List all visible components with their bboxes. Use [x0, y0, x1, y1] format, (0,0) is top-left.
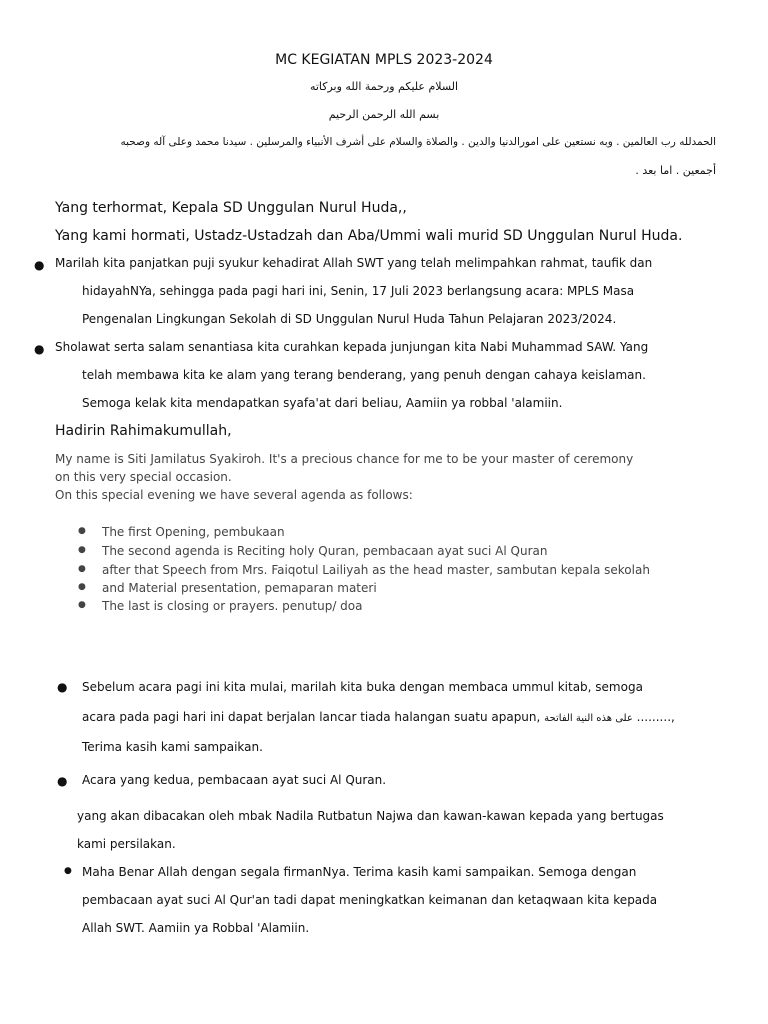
bullet1-line2: hidayahNYa, sehingga pada pagi hari ini, Senin, 17 Juli 2023 berlangsung acara: MPLS Masa [82, 284, 635, 298]
english-intro-line3: On this special evening we have several agenda as follows: [55, 488, 413, 502]
reader-line2: kami persilakan. [77, 837, 176, 851]
bullet5-line2: pembacaan ayat suci Al Qur'an tadi dapat meningkatkan keimanan dan ketaqwaan kita kepada [82, 893, 658, 907]
bullet-dot: ● [57, 774, 68, 788]
bullet1-line1: Marilah kita panjatkan puji syukur kehadirat Allah SWT yang telah melimpahkan rahmat, taufik dan [55, 256, 653, 270]
greeting-line-2: Yang kami hormati, Ustadz-Ustadzah dan Aba/Ummi wali murid SD Unggulan Nurul Huda. [55, 228, 683, 244]
hadirin-heading: Hadirin Rahimakumullah, [55, 423, 232, 439]
bullet3-line2-tail: ........., [636, 710, 675, 724]
bullet5-line3: Allah SWT. Aamiin ya Robbal 'Alamiin. [82, 921, 310, 935]
bullet-dot: ● [34, 342, 45, 356]
agenda-bullet-dot: ● [78, 564, 86, 574]
agenda-item: after that Speech from Mrs. Faiqotul Lailiyah as the head master, sambutan kepala sekolah [102, 563, 650, 577]
english-intro-line2: on this very special occasion. [55, 470, 232, 484]
bullet3-line2-arabic: على هذه النية الفاتحة [544, 713, 633, 724]
bullet2-line1: Sholawat serta salam senantiasa kita curahkan kepada junjungan kita Nabi Muhammad SAW. Yang [55, 340, 649, 354]
bullet3-line1: Sebelum acara pagi ini kita mulai, marilah kita buka dengan membaca ummul kitab, semoga [82, 680, 643, 694]
agenda-bullet-dot: ● [78, 582, 86, 592]
bullet1-line3: Pengenalan Lingkungan Sekolah di SD Unggulan Nurul Huda Tahun Pelajaran 2023/2024. [82, 312, 617, 326]
arabic-salam: السلام عليكم ورحمة الله وبركاته [309, 80, 459, 93]
agenda-item: The second agenda is Reciting holy Quran, pembacaan ayat suci Al Quran [102, 544, 548, 558]
bullet3-line2 [82, 710, 675, 724]
bullet2-line2: telah membawa kita ke alam yang terang benderang, yang penuh dengan cahaya keislaman. [82, 368, 646, 382]
bullet4-line1: Acara yang kedua, pembacaan ayat suci Al Quran. [82, 773, 387, 787]
bullet3-line3: Terima kasih kami sampaikan. [82, 740, 263, 754]
arabic-hamdalah-line2: أجمعين . اما بعد . [635, 164, 716, 177]
agenda-bullet-dot: ● [78, 526, 86, 536]
reader-line1: yang akan dibacakan oleh mbak Nadila Rutbatun Najwa dan kawan-kawan kepada yang bertugas [77, 809, 664, 823]
bullet2-line3: Semoga kelak kita mendapatkan syafa'at dari beliau, Aamiin ya robbal 'alamiin. [82, 396, 563, 410]
bullet-dot: ● [34, 258, 45, 272]
agenda-item: The first Opening, pembukaan [102, 525, 285, 539]
arabic-hamdalah-line1: الحمدلله رب العالمين . وبه نستعين على امورالدنيا والدين . والصلاة والسلام على أشرف الأنبياء والمرسلين . سيدنا محمد وعلى آله وصحبه [120, 136, 716, 148]
bullet-dot: ● [64, 866, 72, 876]
bullet-dot: ● [57, 680, 68, 694]
document-title: MC KEGIATAN MPLS 2023-2024 [275, 52, 493, 68]
bullet3-line2-latin: acara pada pagi hari ini dapat berjalan lancar tiada halangan suatu apapun, [82, 710, 541, 724]
agenda-bullet-dot: ● [78, 600, 86, 610]
bullet5-line1: Maha Benar Allah dengan segala firmanNya. Terima kasih kami sampaikan. Semoga dengan [82, 865, 637, 879]
agenda-item: The last is closing or prayers. penutup/ doa [102, 599, 363, 613]
english-intro-line1: My name is Siti Jamilatus Syakiroh. It's a precious chance for me to be your master of ceremony [55, 452, 634, 466]
arabic-basmalah: بسم الله الرحمن الرحيم [328, 108, 440, 121]
agenda-item: and Material presentation, pemaparan materi [102, 581, 377, 595]
agenda-bullet-dot: ● [78, 545, 86, 555]
greeting-line-1: Yang terhormat, Kepala SD Unggulan Nurul Huda,, [55, 200, 407, 216]
